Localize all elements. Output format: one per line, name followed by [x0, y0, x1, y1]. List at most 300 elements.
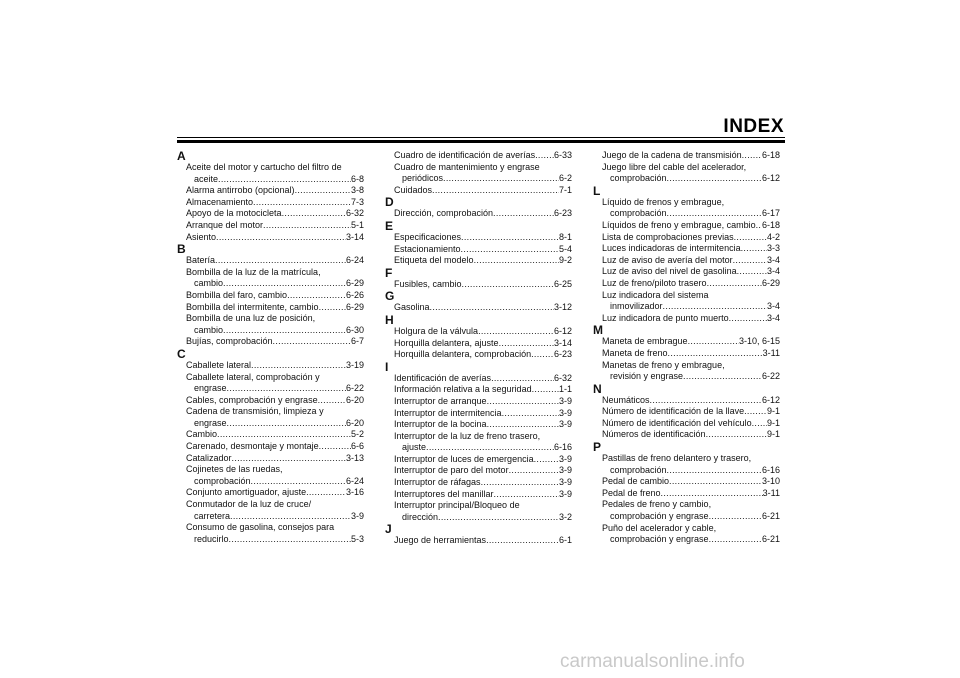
index-entry-text: Caballete lateral [186, 359, 252, 370]
dot-leader [253, 197, 351, 209]
index-letter-heading: J [385, 522, 392, 537]
index-entry-page: 1-1 [558, 384, 572, 395]
index-entry-text: Gasolina [394, 302, 430, 313]
index-entry-page: 6-24 [345, 255, 364, 266]
index-entry-page: 6-6 [350, 441, 364, 452]
index-entry [177, 197, 364, 209]
index-entry [593, 453, 780, 476]
index-entry [177, 429, 364, 441]
dot-leader [478, 326, 554, 338]
index-entry-text: Pedal de cambio [602, 476, 670, 487]
dot-leader [287, 290, 346, 302]
index-entry-text: Interruptor de la bocina [394, 419, 487, 430]
index-entry-page: 3-4 [766, 254, 780, 265]
index-entry-page: 6-32 [553, 372, 572, 383]
index-entry [593, 406, 780, 418]
index-entry-text: Interruptor de luces de emergencia [394, 453, 534, 464]
dot-leader [223, 325, 346, 337]
index-entry [385, 232, 572, 244]
dot-leader [251, 360, 346, 372]
dot-leader [232, 453, 346, 465]
dot-leader [481, 477, 559, 489]
index-letter-heading: G [385, 289, 395, 304]
index-letter-heading: M [593, 323, 603, 338]
index-entry [177, 464, 364, 487]
index-entry-text: Neumáticos [602, 394, 650, 405]
index-entry [177, 336, 364, 348]
index-entry [593, 290, 780, 313]
dot-leader [462, 279, 554, 291]
index-entry-page: 3-4 [766, 301, 780, 312]
index-entry-text: Interruptores del manillar [394, 488, 494, 499]
index-entry-text: cambio [194, 278, 224, 289]
index-entry-page: 6-29 [761, 277, 780, 288]
index-entry-text: Almacenamiento [186, 196, 254, 207]
dot-leader [707, 278, 762, 290]
index-entry [177, 185, 364, 197]
index-entry-text: Bujías, comprobación [186, 336, 273, 347]
index-entry-text: engrase [194, 417, 227, 428]
index-entry-text: revisión y engrase [610, 371, 684, 382]
index-entry [593, 418, 780, 430]
index-entry-text: Bombilla de la luz de la matrícula, [186, 266, 321, 277]
index-entry-page: 3-4 [766, 266, 780, 277]
index-entry-text: dirección [402, 511, 439, 522]
index-entry-text: Dirección, comprobación [394, 208, 494, 219]
dot-leader [709, 534, 762, 546]
dot-leader [502, 408, 559, 420]
index-entry-page: 7-3 [350, 196, 364, 207]
dot-leader [661, 488, 763, 500]
index-entry [593, 523, 780, 546]
index-entry-page: 3-2 [558, 511, 572, 522]
index-entry-text: reducirlo [194, 533, 229, 544]
index-entry [593, 429, 780, 441]
index-entry-text: Aceite del motor y cartucho del filtro de [186, 162, 342, 172]
dot-leader [737, 266, 767, 278]
index-entry-text: Cadena de transmisión, limpieza y [186, 406, 324, 417]
index-entry [385, 477, 572, 489]
index-entry-page: 6-18 [761, 219, 780, 230]
index-entry [177, 395, 364, 407]
index-entry-text: Interruptor de intermitencia [394, 407, 502, 418]
dot-leader [499, 338, 554, 350]
index-entry [385, 349, 572, 361]
index-entry-page: 6-12 [553, 325, 572, 336]
index-entry-text: comprobación [610, 208, 667, 219]
index-entry [385, 431, 572, 454]
index-entry-text: Luz de freno/piloto trasero [602, 277, 707, 288]
header-rule-thin [177, 137, 785, 138]
index-entry-text: Interruptor principal/Bloqueo de [394, 500, 520, 511]
index-entry-text: comprobación [194, 475, 251, 486]
index-entry-page: 3-11 [762, 487, 780, 498]
dot-leader [319, 441, 351, 453]
index-letter-heading: F [385, 265, 393, 280]
index-entry [177, 453, 364, 465]
index-entry [177, 267, 364, 290]
index-entry-page: 6-29 [345, 301, 364, 312]
index-entry-text: Horquilla delantera, comprobación [394, 349, 532, 360]
index-entry [177, 441, 364, 453]
dot-leader [215, 255, 346, 267]
index-entry-page: 3-8 [350, 185, 364, 196]
dot-leader [218, 174, 351, 186]
index-letter-heading: C [177, 346, 186, 361]
index-letter-heading: I [385, 359, 389, 374]
index-entry [177, 220, 364, 232]
index-entry-text: Cambio [186, 429, 218, 440]
index-entry [593, 220, 780, 232]
dot-leader [474, 255, 559, 267]
index-entry-text: Catalizador [186, 452, 232, 463]
dot-leader [531, 349, 554, 361]
index-entry-page: 6-32 [345, 208, 364, 219]
index-entry [385, 419, 572, 431]
index-entry [177, 290, 364, 302]
index-entry-text: comprobación y engrase [610, 534, 709, 545]
index-entry [385, 255, 572, 267]
index-entry-page: 6-17 [761, 208, 780, 219]
index-entry [385, 373, 572, 385]
dot-leader [230, 511, 351, 523]
index-entry [177, 360, 364, 372]
index-entry-text: Fusibles, cambio [394, 278, 462, 289]
dot-leader [744, 406, 767, 418]
index-entry-text: Cables, comprobación y engrase [186, 394, 318, 405]
dot-leader [493, 208, 554, 220]
index-entry-text: Luz de aviso de avería del motor [602, 254, 733, 265]
index-entry [593, 336, 780, 348]
dot-leader [319, 302, 346, 314]
index-entry-text: Cuadro de mantenimiento y engrase [394, 161, 540, 172]
dot-leader [532, 384, 559, 396]
index-entry [593, 395, 780, 407]
index-letter-heading: E [385, 218, 394, 233]
index-entry-page: 3-19 [345, 359, 364, 370]
index-entry-page: 6-1 [558, 535, 572, 546]
index-entry-text: Cojinetes de las ruedas, [186, 464, 283, 475]
dot-leader [217, 429, 351, 441]
index-entry-text: Identificación de averías [394, 372, 492, 383]
index-entry-text: aceite [194, 173, 219, 184]
index-entry [177, 255, 364, 267]
dot-leader [227, 383, 346, 395]
index-entry-text: ajuste [402, 442, 427, 453]
index-entry-text: Números de identificación [602, 429, 706, 440]
index-entry-text: Líquidos de freno y embrague, cambio [602, 219, 756, 230]
index-entry-text: carretera [194, 510, 231, 521]
index-entry-text: Juego libre del cable del acelerador, [602, 161, 747, 172]
dot-leader [426, 442, 554, 454]
index-entry-text: Luz de aviso del nivel de gasolina [602, 266, 737, 277]
dot-leader [509, 465, 559, 477]
index-entry [385, 208, 572, 220]
index-entry-page: 4-2 [766, 231, 780, 242]
index-entry [385, 302, 572, 314]
dot-leader [709, 511, 762, 523]
dot-leader [318, 395, 346, 407]
index-entry-text: Luz indicadora de punto muerto [602, 312, 729, 323]
index-entry [385, 535, 572, 547]
dot-leader [742, 150, 762, 162]
index-entry [385, 244, 572, 256]
index-entry [177, 162, 364, 185]
index-entry-text: Etiqueta del modelo [394, 255, 474, 266]
index-entry-text: Pedales de freno y cambio, [602, 499, 712, 510]
index-entry-page: 6-26 [345, 289, 364, 300]
dot-leader [683, 371, 762, 383]
index-entry-text: Caballete lateral, comprobación y [186, 371, 320, 382]
index-entry [593, 243, 780, 255]
index-entry-page: 3-10, 6-15 [738, 336, 780, 347]
index-entry [177, 208, 364, 220]
index-entry-page: 9-1 [766, 417, 780, 428]
index-letter-heading: N [593, 381, 602, 396]
dot-leader [487, 396, 559, 408]
dot-leader [443, 173, 559, 185]
index-entry [593, 232, 780, 244]
index-entry-page: 3-9 [558, 453, 572, 464]
index-entry-text: comprobación y engrase [610, 511, 709, 522]
dot-leader [461, 244, 559, 256]
dot-leader [667, 208, 762, 220]
dot-leader [306, 487, 346, 499]
index-entry-page: 6-16 [553, 442, 572, 453]
index-entry [593, 150, 780, 162]
dot-leader [251, 476, 346, 488]
index-entry-text: Lista de comprobaciones previas [602, 231, 734, 242]
dot-leader [668, 348, 763, 360]
index-entry-page: 6-21 [761, 534, 780, 545]
index-entry-page: 6-23 [553, 349, 572, 360]
index-entry-page: 6-12 [761, 394, 780, 405]
index-entry-page: 3-13 [345, 452, 364, 463]
index-entry [385, 454, 572, 466]
index-entry-text: Juego de herramientas [394, 535, 487, 546]
index-entry-text: periódicos [402, 173, 444, 184]
index-entry-page: 6-30 [345, 324, 364, 335]
index-entry-page: 8-1 [558, 231, 572, 242]
index-entry-page: 6-8 [350, 173, 364, 184]
index-entry [385, 384, 572, 396]
dot-leader [729, 313, 767, 325]
index-entry-page: 9-2 [558, 255, 572, 266]
index-entry-page: 6-21 [761, 511, 780, 522]
index-letter-heading: L [593, 183, 601, 198]
index-entry [385, 185, 572, 197]
index-entry-page: 6-22 [761, 371, 780, 382]
dot-leader [216, 232, 346, 244]
dot-leader [491, 373, 554, 385]
index-entry-text: Pastillas de freno delantero y trasero, [602, 453, 752, 464]
dot-leader [650, 395, 762, 407]
index-letter-heading: B [177, 242, 186, 257]
dot-leader [486, 535, 559, 547]
index-entry-page: 6-23 [553, 208, 572, 219]
index-entry [593, 360, 780, 383]
index-entry-text: Horquilla delantera, ajuste [394, 337, 499, 348]
index-entry [593, 197, 780, 220]
index-entry-page: 3-9 [558, 477, 572, 488]
index-entry-page: 3-14 [553, 337, 572, 348]
index-entry-page: 6-22 [345, 383, 364, 394]
index-entry-page: 5-4 [558, 243, 572, 254]
index-entry-text: Interruptor de arranque [394, 395, 487, 406]
index-entry [177, 487, 364, 499]
index-entry-text: Bombilla de una luz de posición, [186, 313, 316, 324]
dot-leader [733, 255, 767, 267]
index-entry [385, 489, 572, 501]
index-entry-text: Manetas de freno y embrague, [602, 359, 725, 370]
index-column-3 [593, 150, 780, 546]
index-entry-text: Pedal de freno [602, 487, 661, 498]
index-entry-text: Interruptor de la luz de freno trasero, [394, 430, 541, 441]
index-entry-text: Apoyo de la motocicleta [186, 208, 282, 219]
index-entry-text: Arranque del motor [186, 219, 264, 230]
dot-leader [669, 476, 762, 488]
dot-leader [663, 301, 767, 313]
index-entry-page: 6-18 [761, 150, 780, 160]
index-entry [177, 232, 364, 244]
index-entry-text: Número de identificación de la llave [602, 406, 745, 417]
dot-leader [461, 232, 559, 244]
index-entry [593, 348, 780, 360]
index-entry-text: Carenado, desmontaje y montaje [186, 441, 319, 452]
index-entry-text: Estacionamiento [394, 243, 461, 254]
index-entry-text: Conjunto amortiguador, ajuste [186, 487, 307, 498]
index-entry-page: 6-20 [345, 394, 364, 405]
index-entry-text: Maneta de freno [602, 347, 668, 358]
dot-leader [282, 208, 346, 220]
index-column-1 [177, 150, 364, 545]
index-entry-page: 6-12 [761, 173, 780, 184]
index-entry [593, 162, 780, 185]
index-entry [385, 326, 572, 338]
index-entry-text: Cuadro de identificación de averías [394, 150, 536, 160]
index-letter-heading: D [385, 195, 394, 210]
index-entry [593, 488, 780, 500]
index-entry-page: 6-16 [761, 464, 780, 475]
dot-leader [734, 232, 767, 244]
dot-leader [430, 302, 554, 314]
dot-leader [667, 173, 762, 185]
index-entry-text: Puño del acelerador y cable, [602, 522, 717, 533]
dot-leader [535, 150, 554, 162]
index-entry-text: Luz indicadora del sistema [602, 289, 709, 300]
dot-leader [534, 454, 559, 466]
index-entry [385, 408, 572, 420]
index-entry-page: 6-2 [558, 173, 572, 184]
index-entry-text: Maneta de embrague [602, 336, 688, 347]
page-title: INDEX [723, 116, 784, 137]
dot-leader [438, 512, 559, 524]
index-entry-page: 6-7 [350, 336, 364, 347]
index-entry-text: Luces indicadoras de intermitencia [602, 243, 741, 254]
index-entry-page: 3-9 [558, 488, 572, 499]
index-entry [177, 313, 364, 336]
index-entry-page: 3-9 [350, 510, 364, 521]
index-entry-text: inmovilizador [610, 301, 663, 312]
index-entry [385, 465, 572, 477]
index-entry-page: 6-33 [553, 150, 572, 160]
index-entry-page: 3-9 [558, 465, 572, 476]
index-entry [177, 406, 364, 429]
index-entry-page: 7-1 [558, 184, 572, 195]
index-entry-page: 3-9 [558, 407, 572, 418]
index-entry [177, 372, 364, 395]
index-entry-page: 6-24 [345, 475, 364, 486]
index-entry-text: Juego de la cadena de transmisión [602, 150, 742, 160]
index-entry [385, 500, 572, 523]
index-entry-page: 3-9 [558, 419, 572, 430]
dot-leader [487, 419, 559, 431]
dot-leader [295, 185, 351, 197]
index-entry-page: 6-20 [345, 417, 364, 428]
index-entry-text: Batería [186, 255, 216, 266]
index-entry-text: Interruptor de ráfagas [394, 477, 481, 488]
dot-leader [273, 336, 351, 348]
index-letter-heading: A [177, 149, 186, 163]
index-entry-page: 9-1 [766, 406, 780, 417]
dot-leader [752, 418, 767, 430]
index-entry-page: 5-1 [350, 219, 364, 230]
index-entry [385, 150, 572, 162]
index-letter-heading: P [593, 440, 602, 455]
index-entry-text: Interruptor de paro del motor [394, 465, 509, 476]
index-entry [177, 522, 364, 545]
watermark: carmanualsonline.info [560, 651, 745, 672]
index-entry-page: 3-14 [345, 231, 364, 242]
index-entry-text: Especificaciones [394, 231, 462, 242]
index-entry-page: 3-11 [762, 347, 780, 358]
header-rule-thick [177, 140, 785, 143]
dot-leader [223, 278, 346, 290]
index-entry-text: Bombilla del intermitente, cambio [186, 301, 319, 312]
index-entry-page: 3-12 [553, 302, 572, 313]
dot-leader [667, 465, 762, 477]
index-entry-page: 3-16 [345, 487, 364, 498]
index-entry-text: engrase [194, 383, 227, 394]
index-entry-text: Número de identificación del vehículo [602, 417, 752, 428]
index-entry-page: 3-4 [766, 312, 780, 323]
index-entry [593, 266, 780, 278]
dot-leader [688, 336, 739, 348]
index-entry-text: Información relativa a la seguridad [394, 384, 532, 395]
index-entry-page: 9-1 [766, 429, 780, 440]
index-entry-text: Alarma antirrobo (opcional) [186, 185, 295, 196]
index-entry-text: Consumo de gasolina, consejos para [186, 522, 335, 533]
index-entry [385, 162, 572, 185]
dot-leader [263, 220, 351, 232]
index-entry-text: Líquido de frenos y embrague, [602, 196, 725, 207]
index-entry [385, 279, 572, 291]
index-entry [385, 338, 572, 350]
index-entry [593, 278, 780, 290]
index-entry [385, 396, 572, 408]
dot-leader [706, 429, 767, 441]
index-entry [593, 313, 780, 325]
index-entry-text: comprobación [610, 464, 667, 475]
index-entry [593, 255, 780, 267]
index-entry [593, 499, 780, 522]
index-entry-text: Asiento [186, 231, 217, 242]
index-entry-page: 5-3 [350, 533, 364, 544]
index-entry-text: Conmutador de la luz de cruce/ [186, 499, 312, 510]
index-entry [593, 476, 780, 488]
index-entry-text: Holgura de la válvula [394, 325, 479, 336]
dot-leader [741, 243, 767, 255]
